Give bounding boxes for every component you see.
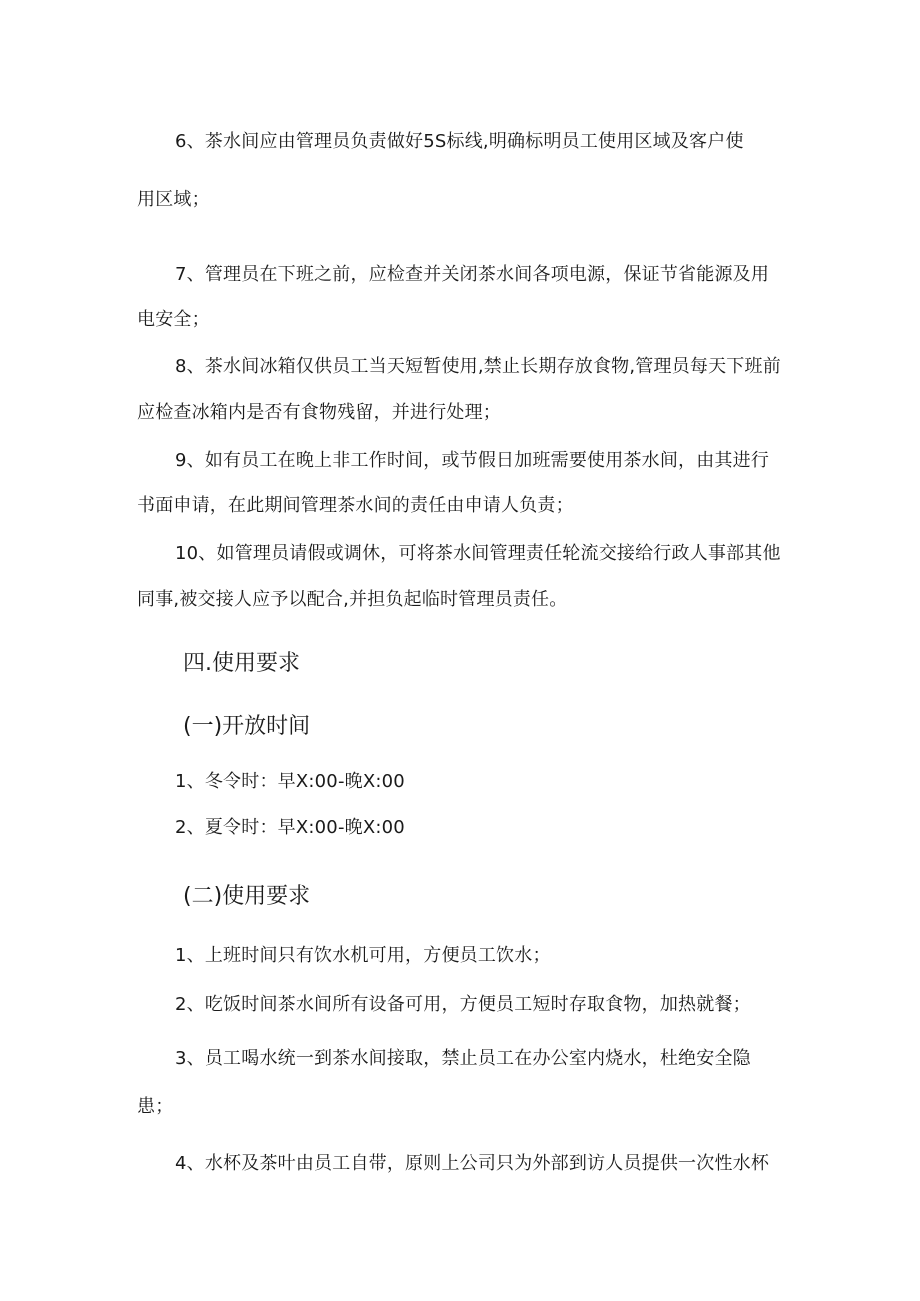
rule-8-line-2: 应检查冰箱内是否有食物残留，并进行处理； [137, 402, 501, 423]
requirement-2: 2、吃饭时间茶水间所有设备可用，方便员工短时存取食物，加热就餐； [175, 994, 751, 1015]
opening-hours-heading: (一)开放时间 [183, 714, 311, 739]
usage-requirements-heading: (二)使用要求 [183, 884, 311, 909]
rule-7-line-2: 电安全； [137, 309, 210, 330]
winter-hours: 1、冬令时：早X:00-晚X:00 [175, 771, 405, 792]
rule-6-line-1: 6、茶水间应由管理员负责做好5S标线,明确标明员工使用区域及客户使 [175, 131, 744, 152]
requirement-4-line-1: 4、水杯及茶叶由员工自带，原则上公司只为外部到访人员提供一次性水杯 [175, 1153, 770, 1174]
rule-7-line-1: 7、管理员在下班之前，应检查并关闭茶水间各项电源，保证节省能源及用 [175, 264, 770, 285]
rule-9-line-1: 9、如有员工在晚上非工作时间，或节假日加班需要使用茶水间，由其进行 [175, 450, 770, 471]
rule-6-line-2: 用区域； [137, 189, 210, 210]
requirement-3-line-1: 3、员工喝水统一到茶水间接取，禁止员工在办公室内烧水，杜绝安全隐 [175, 1048, 751, 1069]
section-4-heading: 四.使用要求 [183, 651, 300, 676]
rule-9-line-2: 书面申请，在此期间管理茶水间的责任由申请人负责； [137, 495, 574, 516]
rule-10-line-1: 10、如管理员请假或调休，可将茶水间管理责任轮流交接给行政人事部其他 [175, 543, 781, 564]
summer-hours: 2、夏令时：早X:00-晚X:00 [175, 817, 405, 838]
requirement-1: 1、上班时间只有饮水机可用，方便员工饮水； [175, 945, 551, 966]
rule-8-line-1: 8、茶水间冰箱仅供员工当天短暂使用,禁止长期存放食物,管理员每天下班前 [175, 356, 781, 377]
rule-10-line-2: 同事,被交接人应予以配合,并担负起临时管理员责任。 [137, 589, 568, 610]
requirement-3-line-2: 患； [137, 1096, 174, 1117]
